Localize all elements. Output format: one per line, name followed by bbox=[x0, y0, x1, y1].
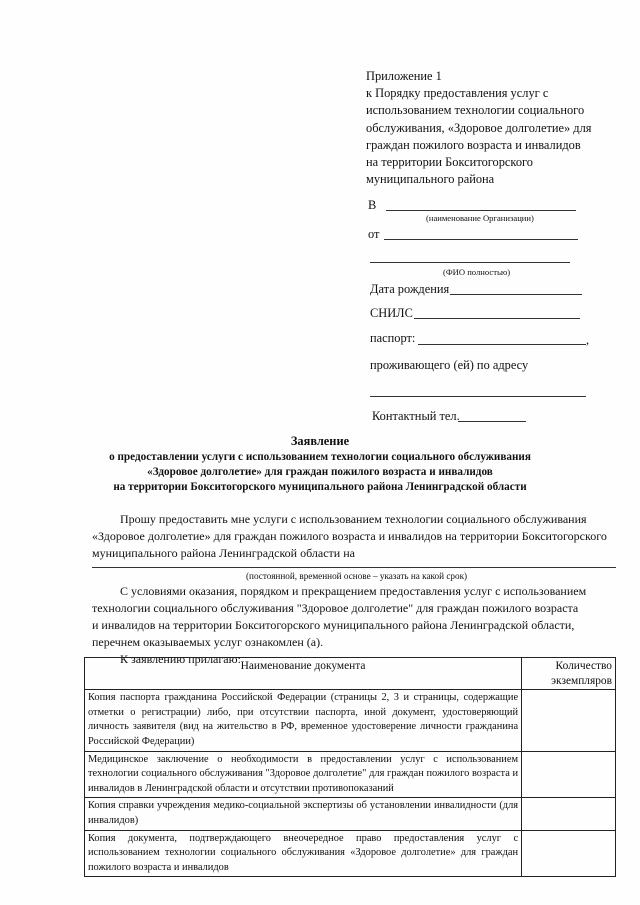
attach-line: К заявлению прилагаю: bbox=[120, 652, 241, 666]
appendix-line: граждан пожилого возраста и инвалидов bbox=[366, 137, 581, 152]
passport-label: паспорт: bbox=[370, 331, 416, 345]
document-name-cell: Копия паспорта гражданина Российской Федерации (страницы 2, 3 и страницы, содержащие отметки о регистрации) либо, при отсутствии паспорта, иной документ, удостоверяющий личность заявителя (вид на жительство в РФ, временное удостоверение личности гражданина Российской Федерации) bbox=[85, 690, 522, 751]
appendix-header bbox=[366, 68, 616, 188]
table-row bbox=[85, 690, 616, 751]
document-title: Заявление bbox=[290, 434, 350, 448]
quantity-cell[interactable] bbox=[522, 751, 616, 798]
appendix-line: муниципального района bbox=[366, 172, 495, 187]
quantity-cell[interactable] bbox=[522, 830, 616, 877]
birth-date-label: Дата рождения bbox=[370, 282, 450, 296]
conditions-line: технологии социального обслуживания "Здоровое долголетие" для граждан пожилого возраста bbox=[92, 601, 579, 615]
request-paragraph bbox=[92, 511, 616, 562]
phone-field[interactable] bbox=[458, 421, 526, 422]
organization-field[interactable] bbox=[386, 210, 576, 211]
request-line: муниципального района Ленинградской области на bbox=[92, 546, 355, 560]
appendix-line: Приложение 1 bbox=[366, 69, 442, 83]
conditions-paragraph bbox=[92, 583, 616, 668]
appendix-line: к Порядку предоставления услуг с bbox=[366, 86, 549, 101]
table-row bbox=[85, 830, 616, 877]
table-row bbox=[85, 751, 616, 798]
address-label: проживающего (ей) по адресу bbox=[370, 358, 529, 372]
title-subline: «Здоровое долголетие» для граждан пожилого возраста и инвалидов bbox=[147, 466, 493, 478]
term-field[interactable] bbox=[92, 567, 616, 568]
term-caption: (постоянной, временной основе – указать на какой срок) bbox=[246, 571, 468, 581]
appendix-line: использованием технологии социального bbox=[366, 103, 585, 118]
address-field[interactable] bbox=[370, 396, 586, 397]
document-name-cell: Копия документа, подтверждающего внеочередное право предоставления услуг с использованием технологии социального обслуживания «Здоровое долголетие» для граждан пожилого возраста и инвалидов bbox=[85, 830, 522, 877]
passport-field[interactable] bbox=[418, 344, 586, 345]
fio-field[interactable] bbox=[370, 262, 570, 263]
conditions-line: С условиями оказания, порядком и прекращением предоставления услуг с использованием bbox=[120, 584, 587, 598]
quantity-cell[interactable] bbox=[522, 690, 616, 751]
appendix-line: на территории Бокситогорского bbox=[366, 155, 533, 170]
quantity-cell[interactable] bbox=[522, 798, 616, 830]
organization-caption: (наименование Организации) bbox=[426, 213, 534, 223]
title-subline: на территории Бокситогорского муниципального района Ленинградской области bbox=[113, 481, 527, 493]
header-quantity: Количество экземпляров bbox=[522, 658, 616, 690]
title-subline: о предоставлении услуги с использованием технологии социального обслуживания bbox=[109, 451, 531, 463]
birth-date-field[interactable] bbox=[450, 294, 582, 295]
header-document-name: Наименование документа bbox=[85, 658, 522, 690]
conditions-line: перечнем оказываемых услуг ознакомлен (а). bbox=[92, 635, 324, 649]
from-label: от bbox=[368, 227, 380, 241]
snils-field[interactable] bbox=[414, 318, 580, 319]
document-name-cell: Медицинское заключение о необходимости в предоставлении услуг с использованием технологии социального обслуживания "Здоровое долголетие" для граждан пожилого возраста и инвалидов в Ленинградской области и отсутствии противопоказаний bbox=[85, 751, 522, 798]
appendix-line: обслуживания, «Здоровое долголетие» для bbox=[366, 120, 592, 135]
to-label: В bbox=[368, 198, 377, 212]
request-line: Прошу предоставить мне услуги с использованием технологии социального обслуживания bbox=[120, 512, 587, 526]
table-row bbox=[85, 798, 616, 830]
from-field[interactable] bbox=[384, 239, 578, 240]
request-line: «Здоровое долголетие» для граждан пожилого возраста и инвалидов на территории Бокситогорского bbox=[92, 529, 607, 543]
document-name-cell: Копия справки учреждения медико-социальной экспертизы об установлении инвалидности (для инвалидов) bbox=[85, 798, 522, 830]
table-header-row bbox=[85, 658, 616, 690]
fio-caption: (ФИО полностью) bbox=[443, 267, 511, 277]
passport-comma: , bbox=[586, 333, 590, 347]
conditions-line: и инвалидов на территории Бокситогорского муниципального района Ленинградской области, bbox=[92, 618, 575, 632]
snils-label: СНИЛС bbox=[370, 306, 413, 320]
documents-table bbox=[84, 657, 616, 877]
phone-label: Контактный тел. bbox=[372, 409, 460, 423]
